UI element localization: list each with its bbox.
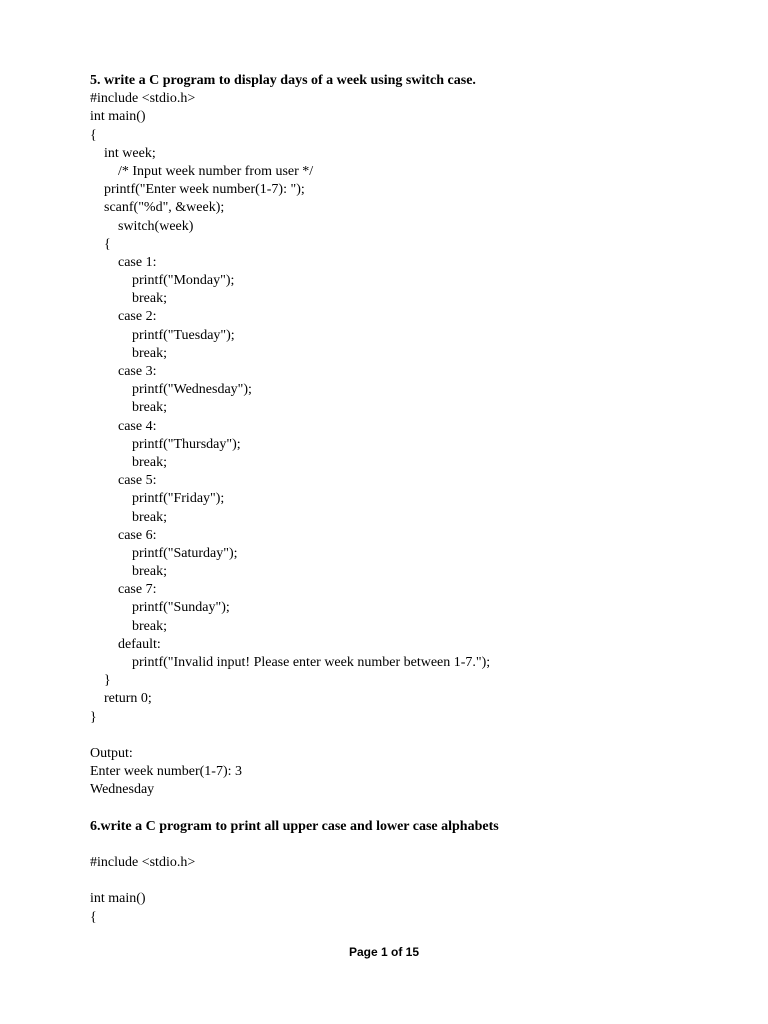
code-line: return 0; bbox=[104, 691, 152, 707]
code-line: int main() bbox=[90, 891, 146, 907]
code-line: break; bbox=[132, 400, 167, 416]
code-line: #include <stdio.h> bbox=[90, 855, 196, 871]
code-line: printf("Invalid input! Please enter week number between 1-7."); bbox=[132, 655, 491, 670]
code-line: int week; bbox=[104, 145, 156, 161]
code-line: case 4: bbox=[118, 418, 157, 434]
code-line: case 3: bbox=[118, 364, 157, 379]
section-5-output-block bbox=[90, 745, 730, 800]
page-number-footer: Page 1 of 15 bbox=[348, 945, 420, 959]
section-6-heading: 6.write a C program to print all upper case and lower case alphabets bbox=[90, 818, 499, 834]
code-line: } bbox=[104, 673, 111, 689]
code-line: printf("Thursday"); bbox=[132, 436, 241, 452]
document-body bbox=[90, 72, 730, 927]
code-line: break; bbox=[132, 345, 167, 361]
output-line: Wednesday bbox=[90, 782, 155, 798]
code-line: printf("Wednesday"); bbox=[132, 382, 252, 398]
code-line: printf("Enter week number(1-7): "); bbox=[104, 182, 305, 198]
spacer bbox=[90, 800, 730, 818]
spacer bbox=[90, 836, 730, 854]
code-line: break; bbox=[132, 509, 167, 525]
code-line: printf("Sunday"); bbox=[132, 600, 230, 616]
code-line: default: bbox=[118, 636, 161, 652]
section-6-code-block bbox=[90, 854, 730, 927]
section-5-code-block bbox=[90, 90, 730, 727]
output-label: Output: bbox=[90, 745, 133, 761]
code-line: case 5: bbox=[118, 473, 157, 489]
spacer bbox=[90, 727, 730, 745]
code-line: break; bbox=[132, 291, 167, 307]
output-line: Enter week number(1-7): 3 bbox=[90, 764, 242, 780]
code-line: break; bbox=[132, 454, 167, 470]
code-line: break; bbox=[132, 564, 167, 580]
code-line: printf("Saturday"); bbox=[132, 545, 238, 561]
code-line: scanf("%d", &week); bbox=[104, 200, 225, 216]
code-line: printf("Friday"); bbox=[132, 491, 225, 507]
code-line: case 7: bbox=[118, 582, 157, 598]
section-5-heading: 5. write a C program to display days of a week using switch case. bbox=[90, 73, 476, 88]
code-line: break; bbox=[132, 618, 167, 634]
code-line: int main() bbox=[90, 109, 146, 125]
code-line: { bbox=[90, 909, 97, 925]
code-line: { bbox=[104, 236, 111, 252]
code-line: #include <stdio.h> bbox=[90, 91, 196, 107]
code-line: /* Input week number from user */ bbox=[118, 163, 314, 179]
code-line: } bbox=[90, 709, 97, 725]
code-line: switch(week) bbox=[118, 218, 194, 234]
code-line: case 1: bbox=[118, 254, 157, 270]
code-line: case 6: bbox=[118, 527, 157, 543]
code-line: { bbox=[90, 127, 97, 143]
code-line: printf("Tuesday"); bbox=[132, 327, 235, 343]
code-line: printf("Monday"); bbox=[132, 273, 235, 289]
code-line: case 2: bbox=[118, 309, 157, 325]
spacer bbox=[90, 872, 730, 890]
